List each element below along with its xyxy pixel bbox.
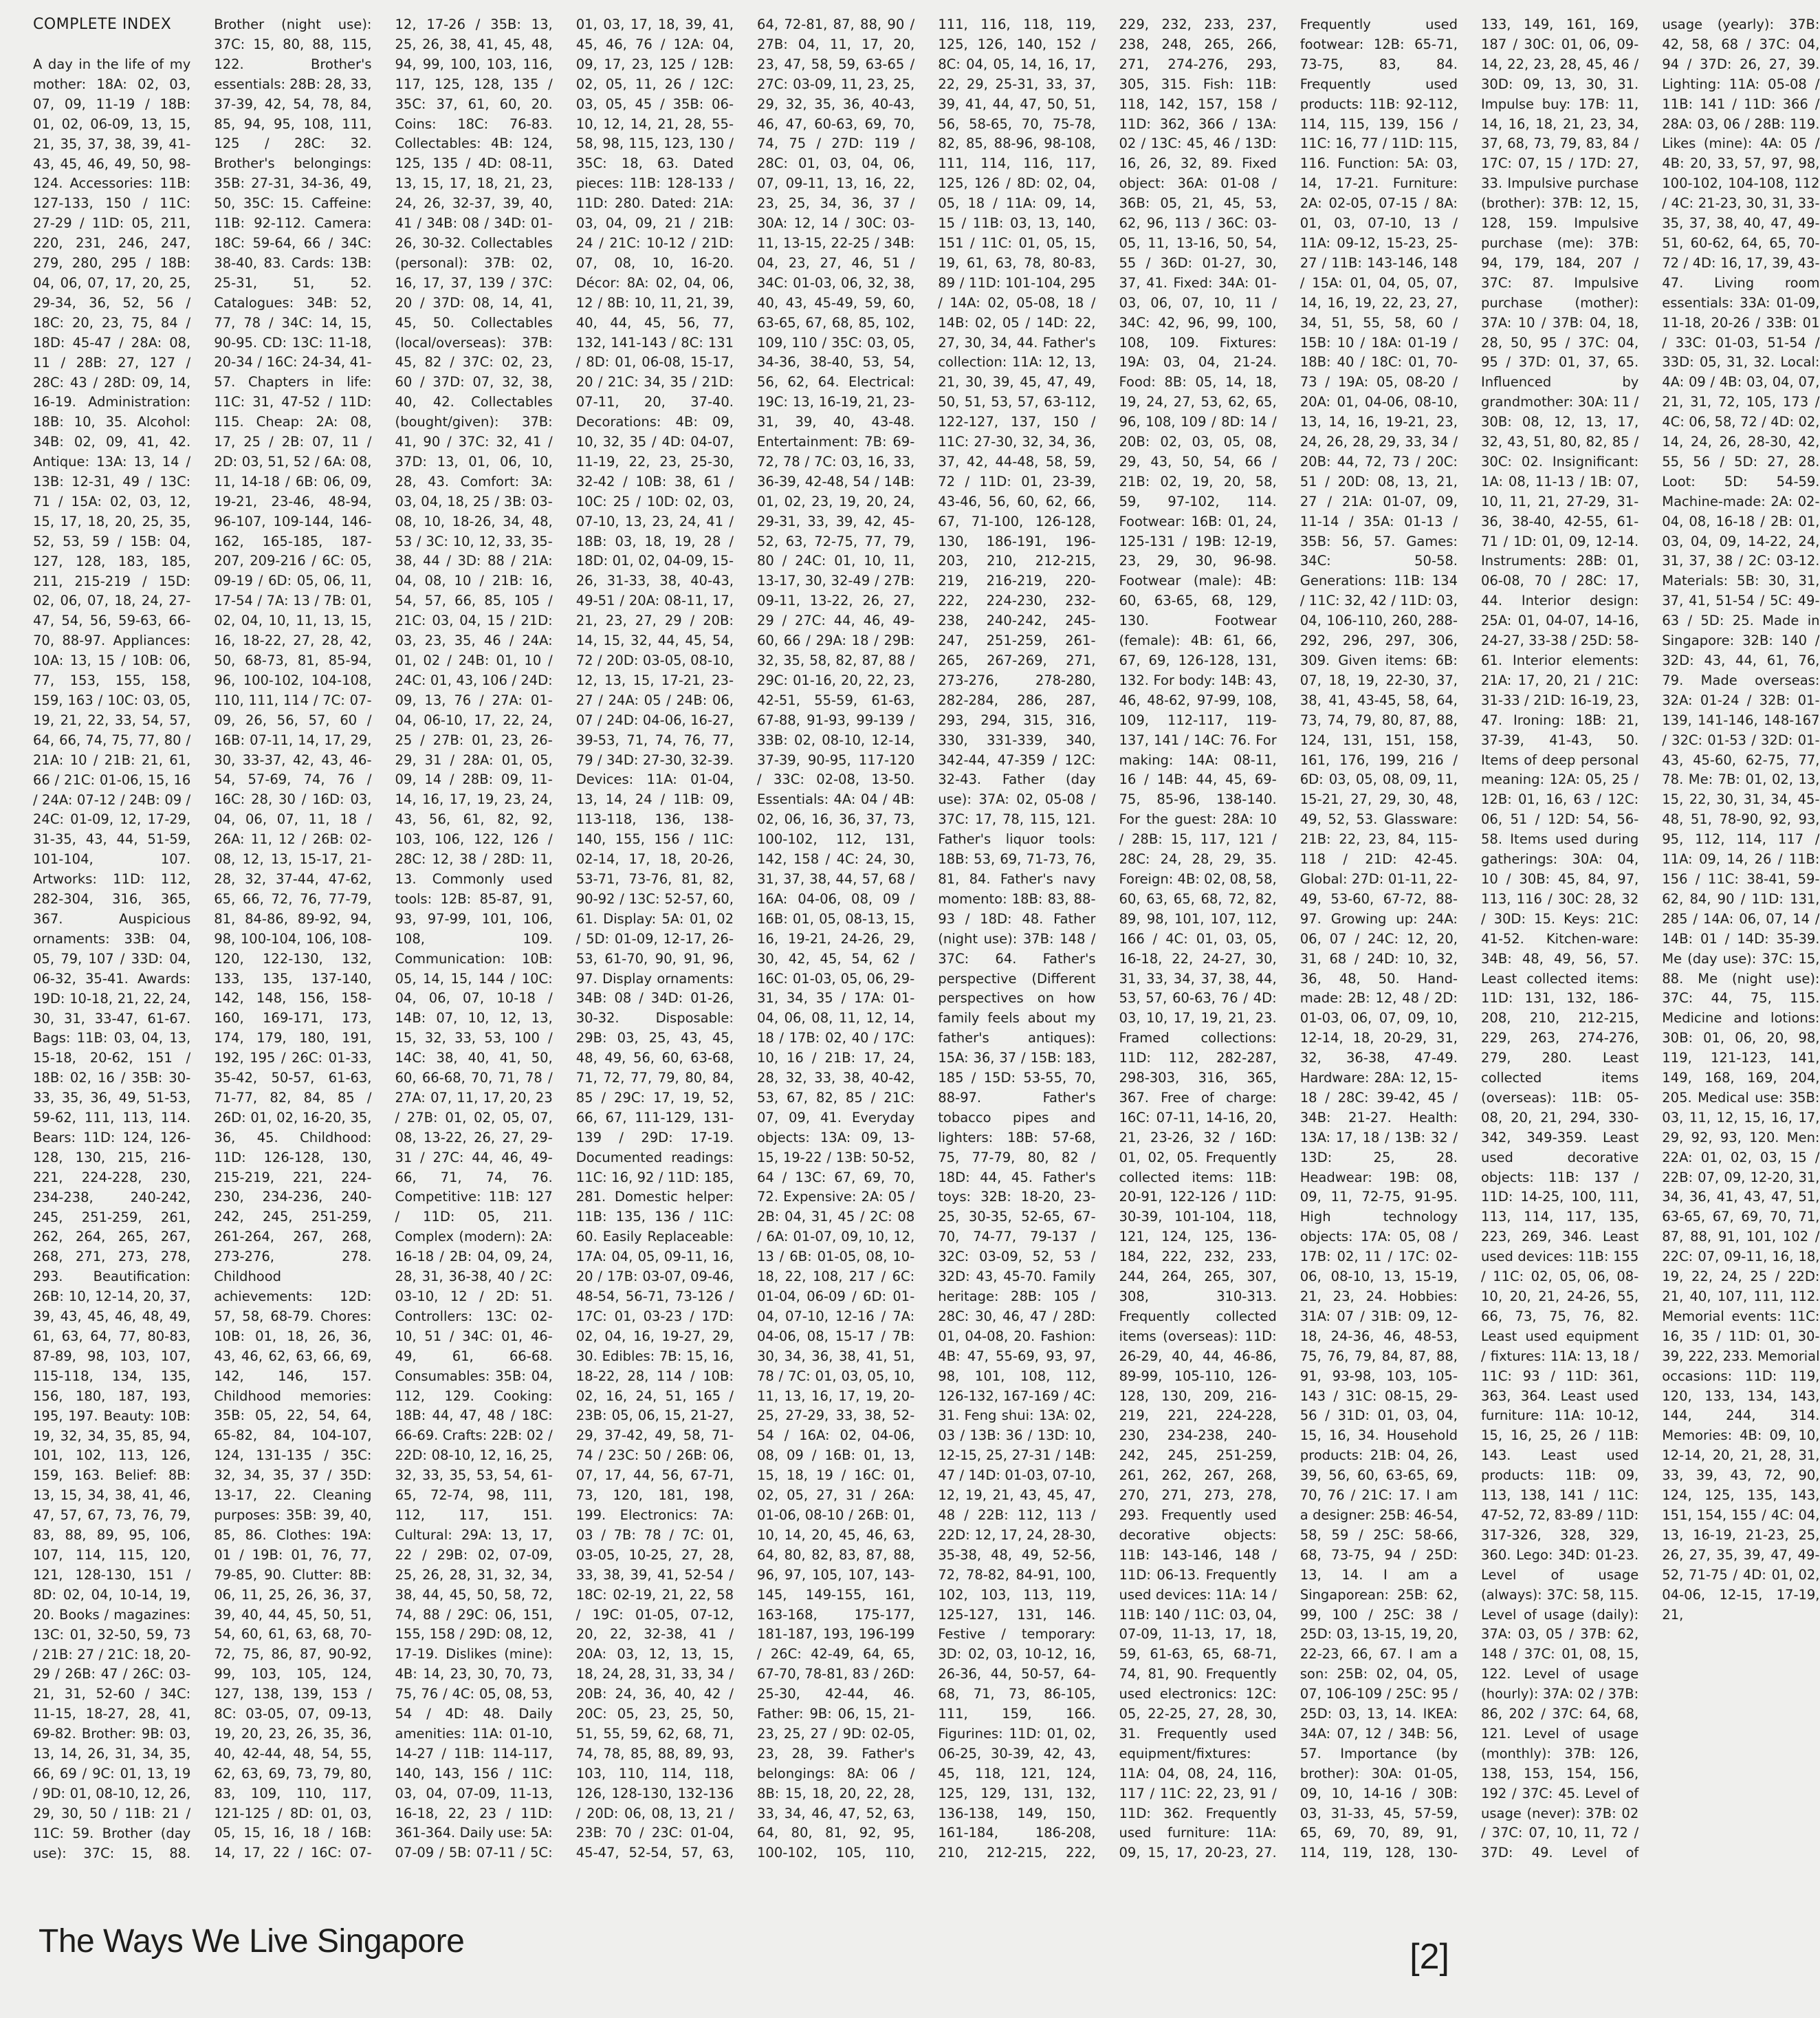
page-number: [2]	[1410, 1937, 1449, 1977]
index-heading: COMPLETE INDEX	[33, 16, 172, 33]
complete-index	[33, 15, 1820, 1865]
index-entries: A day in the life of my mother: 18A: 02, 03, 07, 09, 11-19 / 18B: 01, 02, 06-09, 13, 15, 21, 35, 37, 38, 39, 41-43, 45, 46, 49, 50, 98-124. Accessories: 11B: 127-133, 150 / 11C: 27-29 / 11D: 05, 211, 220, 231, 246, 247, 279, 280, 295 / 18B: 04, 06, 07, 17, 20, 25, 29-34, 36, 52, 56 / 18C: 20, 23, 75, 84 / 18D: 45-47 / 28A: 08, 11 / 28B: 27, 127 / 28C: 43 / 28D: 09, 14, 16-19. Administration: 18B: 10, 35. Alcohol: 34B: 02, 09, 41, 42. Antique: 13A: 13, 14 / 13B: 12-31, 49 / 13C: 71 / 15A: 02, 03, 12, 15, 17, 18, 20, 25, 35, 52, 53, 59 / 15B: 04, 127, 128, 183, 185, 211, 215-219 / 15D: 02, 06, 07, 18, 24, 27-47, 54, 56, 59-63, 66-70, 88-97. Appliances: 10A: 13, 15 / 10B: 06, 77, 153, 155, 158, 159, 163 / 10C: 03, 05, 19, 21, 22, 33, 54, 57, 64, 66, 74, 75, 77, 80 / 21A: 10 / 21B: 21, 61, 66 / 21C: 01-06, 15, 16 / 24A: 07-12 / 24B: 09 / 24C: 01-09, 12, 17-29, 31-35, 43, 44, 51-59, 101-104, 107. Artworks: 11D: 112, 282-304, 316, 365, 367. Auspicious ornaments: 33B: 04, 05, 79, 107 / 33D: 04, 06-32, 35-41. Awards: 19D: 10-18, 21, 22, 24, 30, 31, 33-47, 61-67. Bags: 11B: 03, 04, 13, 15-18, 20-62, 151 / 18B: 02, 16 / 35B: 30-33, 35, 36, 49, 51-53, 59-62, 111, 113, 114. Bears: 11D: 124, 126-128, 130, 215, 216-221, 224-228, 230, 234-238, 240-242, 245, 251-259, 261, 262, 264, 265, 267, 268, 271, 273, 278, 293. Beautification: 26B: 10, 12-14, 20, 37, 39, 43, 45, 46, 48, 49, 61, 63, 64, 77, 80-83, 87-89, 98, 103, 107, 115-118, 134, 135, 156, 180, 187, 193, 195, 197. Beauty: 10B: 19, 32, 34, 35, 85, 94, 101, 102, 113, 126, 159, 163. Belief: 8B: 13, 15, 34, 38, 41, 46, 47, 57, 67, 73, 76, 79, 83, 88, 89, 95, 106, 107, 114, 115, 120, 121, 128-130, 151 / 8D: 02, 04, 10-14, 19, 20. Books / magazines: 13C: 01, 32-50, 59, 73 / 21B: 27 / 21C: 18, 20-29 / 26B: 47 / 26C: 03-21, 31, 52-60 / 34C: 11-15, 18-27, 28, 41, 69-82. Brother: 9B: 03, 13, 14, 26, 31, 34, 35, 66, 69 / 9C: 01, 13, 19 / 9D: 01, 08-10, 12, 26, 29, 30, 50 / 11B: 21 / 11C: 59. Brother (day use): 37C: 15, 88. Brother (night use): 37C: 15, 80, 88, 115, 122. Brother's essentials: 28B: 28, 33, 37-39, 42, 54, 78, 84, 85, 94, 95, 108, 111, 125 / 28C: 32. Brother's belongings: 35B: 27-31, 34-36, 49, 50, 35C: 15. Caffeine: 11B: 92-112. Camera: 18C: 59-64, 66 / 34C: 38-40, 83. Cards: 13B: 25-31, 51, 52. Catalogues: 34B: 52, 77, 78 / 34C: 14, 15, 90-95. CD: 13C: 11-18, 20-34 / 16C: 24-34, 41-57. Chapters in life: 11C: 31, 47-52 / 11D: 115. Cheap: 2A: 08, 17, 25 / 2B: 07, 11 / 2D: 03, 51, 52 / 6A: 08, 11, 14-18 / 6B: 06, 09, 19-21, 23-46, 48-94, 96-107, 109-144, 146-162, 165-185, 187-207, 209-216 / 6C: 05, 09-19 / 6D: 05, 06, 11, 17-54 / 7A: 13 / 7B: 01, 02, 04, 10, 11, 13, 15, 16, 18-22, 27, 28, 42, 50, 68-73, 81, 85-94, 96, 100-102, 104-108, 110, 111, 114 / 7C: 07-09, 26, 56, 57, 60 / 16B: 07-11, 14, 17, 29, 30, 33-37, 42, 43, 46-54, 57-69, 74, 76 / 16C: 28, 30 / 16D: 03, 04, 06, 07, 11, 18 / 26A: 11, 12 / 26B: 02-08, 12, 13, 15-17, 21-28, 32, 37-44, 47-62, 65, 66, 72, 76, 77-79, 81, 84-86, 89-92, 94, 98, 100-104, 106, 108-120, 122-130, 132, 133, 135, 137-140, 142, 148, 156, 158-160, 169-171, 173, 174, 179, 180, 191, 192, 195 / 26C: 01-33, 35-42, 50-57, 61-63, 71-77, 82, 84, 85 / 26D: 01, 02, 16-20, 35, 36, 45. Childhood: 11D: 126-128, 130, 215-219, 221, 224-230, 234-236, 240-242, 245, 251-259, 261-264, 267, 268, 273-276, 278. Childhood achievements: 12D: 57, 58, 68-79. Chores: 10B: 01, 18, 26, 36, 43, 46, 62, 63, 66, 69, 142, 146, 157. Childhood memories: 35B: 05, 22, 54, 64, 65-82, 84, 104-107, 124, 131-135 / 35C: 32, 34, 35, 37 / 35D: 13-17, 22. Cleaning purposes: 35B: 39, 40, 85, 86. Clothes: 19A: 01 / 19B: 01, 76, 77, 79-85, 90. Clutter: 8B: 06, 11, 25, 26, 36, 37, 39, 40, 44, 45, 50, 51, 54, 60, 61, 63, 68, 70-72, 75, 86, 87, 90-92, 99, 103, 105, 124, 127, 138, 139, 153 / 8C: 03-05, 07, 09-13, 19, 20, 23, 26, 35, 36, 40, 42-44, 48, 54, 55, 62, 63, 69, 73, 79, 80, 83, 109, 110, 117, 121-125 / 8D: 01, 03, 05, 15, 16, 18 / 16B: 14, 17, 22 / 16C: 07-12, 17-26 / 35B: 13, 25, 26, 38, 41, 45, 48, 94, 99, 100, 103, 116, 117, 125, 128, 135 / 35C: 37, 61, 60, 20. Coins: 18C: 76-83. Collectables: 4B: 124, 125, 135 / 4D: 08-11, 13, 15, 17, 18, 21, 23, 24, 26, 32-37, 39, 40, 41 / 34B: 08 / 34D: 01-26, 30-32. Collectables (personal): 37B: 02, 16, 17, 37, 139 / 37C: 20 / 37D: 08, 14, 41, 45, 50. Collectables (local/overseas): 37B: 45, 82 / 37C: 02, 23, 60 / 37D: 07, 32, 38, 40, 42. Collectables (bought/given): 37B: 41, 90 / 37C: 32, 41 / 37D: 13, 01, 06, 10, 28, 43. Comfort: 3A: 03, 04, 18, 25 / 3B: 03-08, 10, 18-26, 34, 48, 53 / 3C: 10, 12, 33, 35-38, 44 / 3D: 88 / 21A: 04, 08, 10 / 21B: 16, 54, 57, 66, 85, 105 / 21C: 03, 04, 15 / 21D: 03, 23, 35, 46 / 24A: 01, 02 / 24B: 01, 10 / 24C: 01, 43, 106 / 24D: 09, 13, 76 / 27A: 01-04, 06-10, 17, 22, 24, 25 / 27B: 01, 23, 26-29, 31 / 28A: 01, 05, 09, 14 / 28B: 09, 11-14, 16, 17, 19, 23, 24, 43, 56, 61, 82, 92, 103, 106, 122, 126 / 28C: 12, 38 / 28D: 11, 13. Commonly used tools: 12B: 85-87, 91, 93, 97-99, 101, 106, 108, 109. Communication: 10B: 05, 14, 15, 144 / 10C: 04, 06, 07, 10-18 / 14B: 07, 10, 12, 13, 15, 32, 33, 53, 100 / 14C: 38, 40, 41, 50, 60, 66-68, 70, 71, 78 / 27A: 07, 11, 17, 20, 23 / 27B: 01, 02, 05, 07, 08, 13-22, 26, 27, 29-31 / 27C: 44, 46, 49-66, 71, 74, 76. Competitive: 11B: 127 / 11D: 05, 211. Complex (modern): 2A: 16-18 / 2B: 04, 09, 24, 28, 31, 36-38, 40 / 2C: 03-10, 12 / 2D: 51. Controllers: 13C: 02-10, 51 / 34C: 01, 46-49, 61, 66-68. Consumables: 35B: 04, 112, 129. Cooking: 18B: 44, 47, 48 / 18C: 66-69. Crafts: 22B: 02 / 22D: 08-10, 12, 16, 25, 32, 33, 35, 53, 54, 61-65, 72-74, 98, 111, 112, 117, 151. Cultural: 29A: 13, 17, 22 / 29B: 02, 07-09, 25, 26, 28, 31, 32, 34, 38, 44, 45, 50, 58, 72, 74, 88 / 29C: 06, 151, 155, 158 / 29D: 08, 12, 17-19. Dislikes (mine): 4B: 14, 23, 30, 70, 73, 75, 76 / 4C: 05, 08, 53, 54 / 4D: 48. Daily amenities: 11A: 01-10, 14-27 / 11B: 114-117, 140, 143, 156 / 11C: 03, 04, 07-09, 11-13, 16-18, 22, 23 / 11D: 361-364. Daily use: 5A: 07-09 / 5B: 07-11 / 5C: 01, 03, 17, 18, 39, 41, 45, 46, 76 / 12A: 04, 09, 17, 23, 125 / 12B: 02, 05, 11, 26 / 12C: 03, 05, 45 / 35B: 06-10, 12, 14, 21, 28, 55-58, 98, 115, 123, 130 / 35C: 18, 63. Dated pieces: 11B: 128-133 / 11D: 280. Dated: 21A: 03, 04, 09, 21 / 21B: 24 / 21C: 10-12 / 21D: 07, 08, 10, 16-20. Décor: 8A: 02, 04, 06, 12 / 8B: 10, 11, 21, 39, 40, 44, 45, 56, 77, 132, 141-143 / 8C: 131 / 8D: 01, 06-08, 15-17, 20 / 21C: 34, 35 / 21D: 07-11, 20, 37-40. Decorations: 4B: 09, 10, 32, 35 / 4D: 04-07, 11-19, 22, 23, 25-30, 32-42 / 10B: 38, 61 / 10C: 25 / 10D: 02, 03, 07-10, 13, 23, 24, 41 / 18B: 03, 18, 19, 28 / 18D: 01, 02, 04-09, 15-26, 31-33, 38, 40-43, 49-51 / 20A: 08-11, 17, 21, 23, 27, 29 / 20B: 14, 15, 32, 44, 45, 54, 72 / 20D: 03-05, 08-10, 12, 13, 15, 17-21, 23-27 / 24A: 05 / 24B: 06, 07 / 24D: 04-06, 16-27, 39-53, 71, 74, 76, 77, 79 / 34D: 27-30, 32-39. Devices: 11A: 01-04, 13, 14, 24 / 11B: 09, 113-118, 136, 138-140, 155, 156 / 11C: 02-14, 17, 18, 20-26, 53-71, 73-76, 81, 82, 90-92 / 13C: 52-57, 60, 61. Display: 5A: 01, 02 / 5D: 01-09, 12-17, 26-53, 61-70, 90, 91, 96, 97. Display ornaments: 34B: 08 / 34D: 01-26, 30-32. Disposable: 29B: 03, 25, 43, 45, 48, 49, 56, 60, 63-68, 71, 72, 77, 79, 80, 84, 85 / 29C: 17, 19, 52, 66, 67, 111-129, 131-139 / 29D: 17-19. Documented readings: 11C: 16, 92 / 11D: 185, 281. Domestic helper: 11B: 135, 136 / 11C: 60. Easily Replaceable: 17A: 04, 05, 09-11, 16, 20 / 17B: 03-07, 09-46, 48-54, 56-71, 73-126 / 17C: 01, 03-23 / 17D: 02, 04, 16, 19-27, 29, 30. Edibles: 7B: 15, 16, 18-22, 28, 114 / 10B: 02, 16, 24, 51, 165 / 23B: 05, 06, 15, 21-27, 29, 37-42, 49, 58, 71-74 / 23C: 50 / 26B: 06, 07, 17, 44, 56, 67-71, 73, 120, 181, 198, 199. Electronics: 7A: 03 / 7B: 78 / 7C: 01, 03-05, 10-25, 27, 28, 33, 38, 39, 41, 52-54 / 18C: 02-19, 21, 22, 58 / 19C: 01-05, 07-12, 20, 22, 32-38, 41 / 20A: 03, 12, 13, 15, 18, 24, 28, 31, 33, 34 / 20B: 24, 36, 40, 42 / 20C: 05, 23, 25, 50, 51, 55, 59, 62, 68, 71, 74, 78, 85, 88, 89, 93, 103, 110, 114, 118, 126, 128-130, 132-136 / 20D: 06, 08, 13, 21 / 23B: 70 / 23C: 01-04, 45-47, 52-54, 57, 63, 64, 72-81, 87, 88, 90 / 27B: 04, 11, 17, 20, 23, 47, 58, 59, 63-65 / 27C: 03-09, 11, 23, 25, 29, 32, 35, 36, 40-43, 46, 47, 60-63, 69, 70, 74, 75 / 27D: 119 / 28C: 01, 03, 04, 06, 07, 09-11, 13, 16, 22, 23, 25, 34, 36, 37 / 30A: 12, 14 / 30C: 03-11, 13-15, 22-25 / 34B: 04, 23, 27, 46, 51 / 34C: 01-03, 06, 32, 38, 40, 43, 45-49, 59, 60, 63-65, 67, 68, 85, 102, 109, 110 / 35C: 03, 05, 34-36, 38-40, 53, 54, 56, 62, 64. Electrical: 19C: 13, 16-19, 21, 23-31, 39, 40, 43-48. Entertainment: 7B: 69-72, 78 / 7C: 03, 16, 33, 36-39, 42-48, 54 / 14B: 01, 02, 23, 19, 20, 24, 29-31, 33, 39, 42, 45-52, 63, 72-75, 77, 79, 80 / 24C: 01, 10, 11, 13-17, 30, 32-49 / 27B: 09-11, 13-22, 26, 27, 29 / 27C: 44, 46, 49-60, 66 / 29A: 18 / 29B: 32, 35, 58, 82, 87, 88 / 29C: 01-16, 20, 22, 23, 42-51, 55-59, 61-63, 67-88, 91-93, 99-139 / 33B: 02, 08-10, 12-14, 37-39, 90-95, 117-120 / 33C: 02-08, 13-50. Essentials: 4A: 04 / 4B: 02, 06, 16, 36, 37, 73, 100-102, 112, 131, 142, 158 / 4C: 24, 30, 31, 37, 38, 44, 57, 68 / 16A: 04-06, 08, 09 / 16B: 01, 05, 08-13, 15, 16, 19-21, 24-26, 29, 30, 42, 45, 54, 62 / 16C: 01-03, 05, 06, 29-31, 34, 35 / 17A: 01-04, 06, 08, 11, 12, 14, 18 / 17B: 02, 40 / 17C: 10, 16 / 21B: 17, 24, 28, 32, 33, 38, 40-42, 53, 67, 82, 85 / 21C: 07, 09, 41. Everyday objects: 13A: 09, 13-15, 19-22 / 13B: 50-52, 64 / 13C: 67, 69, 70, 72. Expensive: 2A: 05 / 2B: 04, 31, 45 / 2C: 08 / 6A: 01-07, 09, 10, 12, 13 / 6B: 01-05, 08, 10-18, 22, 108, 217 / 6C: 01-04, 06-09 / 6D: 01-04, 07-10, 12-16 / 7A: 04-06, 08, 15-17 / 7B: 30, 34, 36, 38, 41, 51, 78 / 7C: 01, 03, 05, 10, 11, 13, 16, 17, 19, 20-25, 27-29, 33, 38, 52-54 / 16A: 02, 04-06, 08, 09 / 16B: 01, 13, 15, 18, 19 / 16C: 01, 02, 05, 27, 31 / 26A: 01-06, 08-10 / 26B: 01, 10, 14, 20, 45, 46, 63, 64, 80, 82, 83, 87, 88, 96, 97, 105, 107, 143-145, 149-155, 161, 163-168, 175-177, 181-187, 193, 196-199 / 26C: 42-49, 64, 65, 67-70, 78-81, 83 / 26D: 25-30, 42-44, 46. Father: 9B: 06, 15, 21-23, 25, 27 / 9D: 02-05, 23, 28, 39. Father's belongings: 8A: 06 / 8B: 15, 18, 20, 22, 28, 33, 34, 46, 47, 52, 63, 64, 80, 81, 92, 95, 100-102, 105, 110, 111, 116, 118, 119, 125, 126, 140, 152 / 8C: 04, 05, 14, 16, 17, 22, 29, 25-31, 33, 37, 39, 41, 44, 47, 50, 51, 56, 58-65, 70, 75-78, 82, 85, 88-96, 98-108, 111, 114, 116, 117, 125, 126 / 8D: 02, 04, 05, 18 / 11A: 09, 14, 15 / 11B: 03, 13, 140, 151 / 11C: 01, 05, 15, 19, 61, 63, 78, 80-83, 89 / 11D: 101-104, 295 / 14A: 02, 05-08, 18 / 14B: 02, 05 / 14D: 22, 27, 30, 34, 44. Father's collection: 11A: 12, 13, 21, 30, 39, 45, 47, 49, 50, 51, 53, 57, 63-112, 122-127, 137, 150 / 11C: 27-30, 32, 34, 36, 37, 42, 44-48, 58, 59, 72 / 11D: 01, 23-39, 43-46, 56, 60, 62, 66, 67, 71-100, 126-128, 130, 186-191, 196-203, 210, 212-215, 219, 216-219, 220-222, 224-230, 232-238, 240-242, 245-247, 251-259, 261-265, 267-269, 271, 273-276, 278-280, 282-284, 286, 287, 293, 294, 315, 316, 330, 331-339, 340, 342-44, 47-359 / 12C: 32-43. Father (day use): 37A: 02, 05-08 / 37C: 17, 78, 115, 121. Father's liquor tools: 18B: 53, 69, 71-73, 76, 81, 84. Father's navy momento: 18B: 83, 88-93 / 18D: 48. Father (night use): 37B: 148 / 37C: 64. Father's perspective (Different perspectives on how family feels about my father's antiques): 15A: 36, 37 / 15B: 183, 185 / 15D: 53-55, 70, 88-97. Father's tobacco pipes and lighters: 18B: 57-68, 75, 77-79, 80, 82 / 18D: 44, 45. Father's toys: 32B: 18-20, 23-25, 30-35, 52-65, 67-70, 74-77, 79-137 / 32C: 03-09, 52, 53 / 32D: 43, 45-70. Family heritage: 28B: 105 / 28C: 30, 46, 47 / 28D: 01, 04-08, 20. Fashion: 4B: 47, 55-69, 93, 97, 98, 101, 108, 112, 126-132, 167-169 / 4C: 31. Feng shui: 13A: 02, 03 / 13B: 36 / 13D: 10, 12-15, 25, 27-31 / 14B: 47 / 14D: 01-03, 07-10, 12, 19, 21, 43, 45, 47, 48 / 22B: 112, 113 / 22D: 12, 17, 24, 28-30, 35-38, 48, 49, 52-56, 72, 78-82, 84-91, 100, 102, 103, 113, 119, 125-127, 131, 146. Festive / temporary: 3D: 02, 03, 10-12, 16, 26-36, 44, 50-57, 64-68, 71, 73, 86-105, 111, 159, 166. Figurines: 11D: 01, 02, 06-25, 30-39, 42, 43, 45, 118, 121, 124, 125, 129, 131, 132, 136-138, 149, 150, 161-184, 186-208, 210, 212-215, 222, 229, 232, 233, 237, 238, 248, 265, 266, 271, 274-276, 293, 305, 315. Fish: 11B: 118, 142, 157, 158 / 11D: 362, 366 / 13A: 02 / 13C: 45, 46 / 13D: 16, 26, 32, 89. Fixed object: 36A: 01-08 / 36B: 05, 21, 45, 53, 62, 96, 113 / 36C: 03-05, 11, 13-16, 50, 54, 55 / 36D: 01-27, 30, 37, 41. Fixed: 34A: 01-03, 06, 07, 10, 11 / 34C: 42, 96, 99, 100, 108, 109. Fixtures: 19A: 03, 04, 21-24. Food: 8B: 05, 14, 18, 19, 24, 27, 53, 62, 65, 96, 108, 109 / 8D: 14 / 20B: 02, 03, 05, 08, 29, 43, 50, 54, 66 / 21B: 02, 19, 20, 58, 59, 97-102, 114. Footwear: 16B: 01, 24, 125-131 / 19B: 12-19, 23, 29, 30, 96-98. Footwear (male): 4B: 60, 63-65, 68, 129, 130. Footwear (female): 4B: 61, 66, 67, 69, 126-128, 131, 132. For body: 14B: 43, 46, 48-62, 97-99, 108, 109, 112-117, 119-137, 141 / 14C: 76. For making: 14A: 08-11, 16 / 14B: 44, 45, 69-75, 85-96, 138-140. For the guest: 28A: 10 / 28B: 15, 117, 121 / 28C: 24, 28, 29, 35. Foreign: 4B: 02, 08, 58, 60, 63, 65, 68, 72, 82, 89, 98, 101, 107, 112, 166 / 4C: 01, 03, 05, 16-18, 22, 24-27, 30, 31, 33, 34, 37, 38, 44, 53, 57, 60-63, 76 / 4D: 03, 10, 17, 19, 21, 23. Framed collections: 11D: 112, 282-287, 298-303, 316, 365, 367. Free of charge: 16C: 07-11, 14-16, 20, 21, 23-26, 32 / 16D: 01, 02, 05. Frequently collected items: 11B: 20-91, 122-126 / 11D: 30-39, 101-104, 118, 121, 124, 125, 136-184, 222, 232, 233, 244, 264, 265, 307, 308, 310-313. Frequently collected items (overseas): 11D: 26-29, 40, 44, 46-86, 89-99, 105-110, 126-128, 130, 209, 216-219, 221, 224-228, 230, 234-238, 240-242, 245, 251-259, 261, 262, 267, 268, 270, 271, 273, 278, 293. Frequently used decorative objects: 11B: 143-146, 148 / 11D: 06-13. Frequently used devices: 11A: 14 / 11B: 140 / 11C: 03, 04, 07-09, 11-13, 17, 18, 59, 61-63, 65, 68-71, 74, 81, 90. Frequently used electronics: 12C: 05, 22-25, 27, 28, 30, 31. Frequently used equipment/fixtures: 11A: 04, 08, 24, 116, 117 / 11C: 22, 23, 91 / 11D: 362. Frequently used furniture: 11A: 09, 15, 17, 20-23, 27. Frequently used footwear: 12B: 65-71, 73-75, 83, 84. Frequently used products: 11B: 92-112, 114, 115, 139, 156 / 11C: 16, 77 / 11D: 115, 116. Function: 5A: 03, 14, 17-21. Furniture: 2A: 02-05, 07-15 / 8A: 01, 03, 07-10, 13 / 11A: 09-12, 15-23, 25-27 / 11B: 143-146, 148 / 15A: 01, 04, 05, 07, 14, 16, 19, 22, 23, 27, 34, 51, 55, 58, 60 / 15B: 10 / 18A: 01-19 / 18B: 40 / 18C: 01, 70-73 / 19A: 05, 08-20 / 20A: 01, 04-06, 08-10, 13, 14, 16, 19-21, 23, 24, 26, 28, 29, 33, 34 / 20B: 44, 72, 73 / 20C: 51 / 20D: 08, 13, 21, 27 / 21A: 01-07, 09, 11-14 / 35A: 01-13 / 35B: 56, 57. Games: 34C: 50-58. Generations: 11B: 134 / 11C: 32, 42 / 11D: 03, 04, 106-110, 260, 288-292, 296, 297, 306, 309. Given items: 6B: 07, 18, 19, 22-30, 37, 38, 41, 43-45, 58, 64, 73, 74, 79, 80, 87, 88, 124, 131, 151, 158, 161, 176, 199, 216 / 6D: 03, 05, 08, 09, 11, 15-21, 27, 29, 30, 48, 49, 52, 53. Glassware: 21B: 22, 23, 84, 115-118 / 21D: 42-45. Global: 27D: 01-11, 22-49, 53-60, 67-72, 88-97. Growing up: 24A: 06, 07 / 24C: 12, 20, 31, 68 / 24D: 10, 32, 36, 48, 50. Hand-made: 2B: 12, 48 / 2D: 01-03, 06, 07, 09, 10, 12-14, 18, 20-29, 31, 32, 36-38, 47-49. Hardware: 28A: 12, 15-18 / 28C: 39-42, 45 / 34B: 21-27. Health: 13A: 17, 18 / 13B: 32 / 13D: 25, 28. Headwear: 19B: 08, 09, 11, 72-75, 91-95. High technology objects: 17A: 05, 08 / 17B: 02, 11 / 17C: 02-06, 08-10, 13, 15-19, 21, 23, 24. Hobbies: 31A: 07 / 31B: 09, 12-18, 24-36, 46, 48-53, 75, 76, 79, 84, 87, 88, 91, 93-98, 103, 105-143 / 31C: 08-15, 29-56 / 31D: 01, 03, 04, 15, 16, 34. Household products: 21B: 04, 26, 39, 56, 60, 63-65, 69, 70, 76 / 21C: 17. I am a designer: 25B: 46-54, 58, 59 / 25C: 58-66, 68, 73-75, 94 / 25D: 13, 14. I am a Singaporean: 25B: 62, 99, 100 / 25C: 38 / 25D: 03, 13-15, 19, 20, 22-23, 66, 67. I am a son: 25B: 02, 04, 05, 07, 106-109 / 25C: 95 / 25D: 03, 13, 14. IKEA: 34A: 07, 12 / 34B: 56, 57. Importance (by brother): 30A: 01-05, 09, 10, 14-16 / 30B: 03, 31-33, 45, 57-59, 65, 69, 70, 89, 91, 114, 119, 128, 130-133, 149, 161, 169, 187 / 30C: 01, 06, 09-14, 22, 23, 28, 45, 46 / 30D: 09, 13, 30, 31. Impulse buy: 17B: 11, 14, 16, 18, 21, 23, 34, 37, 68, 73, 79, 83, 84 / 17C: 07, 15 / 17D: 27, 33. Impulsive purchase (brother): 37B: 12, 15, 128, 159. Impulsive purchase (me): 37B: 94, 179, 184, 207 / 37C: 87. Impulsive purchase (mother): 37A: 10 / 37B: 04, 18, 28, 50, 95 / 37C: 04, 95 / 37D: 01, 37, 65. Influenced by grandmother: 30A: 11 / 30B: 08, 12, 13, 17, 32, 43, 51, 80, 82, 85 / 30C: 02. Insignificant: 1A: 08, 11-13 / 1B: 07, 10, 11, 21, 27-29, 31-36, 38-40, 42-55, 61-71 / 1D: 01, 09, 12-14. Instruments: 28B: 01, 06-08, 70 / 28C: 17, 44. Interior design: 25A: 01, 04-07, 14-16, 24-27, 33-38 / 25D: 58-61. Interior elements: 21A: 17, 20, 21 / 21C: 31-33 / 21D: 16-19, 23, 47. Ironing: 18B: 21, 37-39, 41-43, 50. Items of deep personal meaning: 12A: 05, 25 / 12B: 01, 16, 63 / 12C: 06, 51 / 12D: 54, 56-58. Items used during gatherings: 30A: 04, 10 / 30B: 45, 84, 97, 113, 116 / 30C: 28, 32 / 30D: 15. Keys: 21C: 41-52. Kitchen-ware: 34B: 48, 49, 56, 57. Least collected items: 11D: 131, 132, 186-208, 210, 212-215, 229, 263, 274-276, 279, 280. Least collected items (overseas): 11B: 05-08, 20, 21, 294, 330-342, 349-359. Least used decorative objects: 11B: 137 / 11D: 14-25, 100, 111, 113, 114, 117, 135, 223, 269, 346. Least used devices: 11B: 155 / 11C: 02, 05, 06, 08-10, 20, 21, 24-26, 55, 66, 73, 75, 76, 82. Least used equipment / fixtures: 11A: 13, 18 / 11C: 93 / 11D: 361, 363, 364. Least used furniture: 11A: 10-12, 15, 16, 25, 26 / 11B: 143. Least used products: 11B: 09, 113, 138, 141 / 11C: 47-52, 72, 83-89 / 11D: 317-326, 328, 329, 360. Lego: 34D: 01-23. Level of usage (always): 37C: 58, 115. Level of usage (daily): 37A: 03, 05 / 37B: 62, 148 / 37C: 01, 08, 15, 122. Level of usage (hourly): 37A: 02 / 37B: 86, 202 / 37C: 64, 68, 121. Level of usage (monthly): 37B: 126, 138, 153, 154, 156, 192 / 37C: 45. Level of usage (never): 37B: 02 / 37C: 07, 10, 11, 72 / 37D: 49. Level of usage (yearly): 37B: 42, 58, 68 / 37C: 04, 94 / 37D: 26, 27, 39. Lighting: 11A: 05-08 / 11B: 141 / 11D: 366 / 28A: 03, 06 / 28B: 119. Likes (mine): 4A: 05 / 4B: 20, 33, 57, 97, 98, 100-102, 104-108, 112 / 4C: 21-23, 30, 31, 33-35, 37, 38, 40, 47, 49-51, 60-62, 64, 65, 70-72 / 4D: 16, 17, 39, 43-47. Living room essentials: 33A: 01-09, 11-18, 20-26 / 33B: 01 / 33C: 01-03, 51-54 / 33D: 05, 31, 32. Local: 4A: 09 / 4B: 03, 04, 07, 21, 31, 72, 105, 173 / 4C: 06, 58, 72 / 4D: 02, 14, 24, 26, 28-30, 42, 55, 56 / 5D: 27, 28. Loot: 5D: 54-59. Machine-made: 2A: 02-04, 08, 16-18 / 2B: 01, 03, 04, 09, 14-22, 24, 31, 37, 38 / 2C: 03-12. Materials: 5B: 30, 31, 37, 41, 51-54 / 5C: 49-63 / 5D: 25. Made in Singapore: 32B: 140 / 32D: 43, 44, 61, 76, 79. Made overseas: 32A: 01-24 / 32B: 01-139, 141-146, 148-167 / 32C: 01-53 / 32D: 01-43, 45-60, 62-75, 77, 78. Me: 7B: 01, 02, 13, 15, 22, 30, 31, 34, 45-48, 51, 78-90, 92, 93, 95, 112, 114, 117 / 11A: 09, 14, 26 / 11B: 156 / 11C: 38-41, 59-62, 84, 90 / 11D: 131, 285 / 14A: 06, 07, 14 / 14B: 01 / 14D: 35-39. Me (day use): 37C: 15, 88. Me (night use): 37C: 44, 75, 115. Medicine and lotions: 30B: 01, 06, 20, 98, 119, 121-123, 141, 149, 168, 169, 204, 205. Medical use: 35B: 03, 11, 12, 15, 16, 17, 29, 92, 93, 120. Men: 22A: 01, 02, 03, 15 / 22B: 07, 09, 12-20, 31, 34, 36, 41, 43, 47, 51, 63-65, 67, 69, 70, 71, 87, 88, 91, 101, 102 / 22C: 07, 09-11, 16, 18, 19, 22, 24, 25 / 22D: 21, 40, 107, 111, 112. Memorial events: 11C: 16, 35 / 11D: 01, 30-39, 222, 233. Memorial occasions: 11D: 119, 120, 133, 134, 143, 144, 244, 314. Memories: 4B: 09, 10, 12-14, 20, 21, 28, 31, 33, 39, 43, 72, 90, 124, 125, 135, 143, 151, 154, 155 / 4C: 04, 13, 16-19, 21-23, 25, 26, 27, 35, 39, 47, 49-52, 71-75 / 4D: 01, 02, 04-06, 12-15, 17-19, 21,	[33, 17, 1820, 1861]
publication-title: The Ways We Live Singapore	[39, 1923, 465, 1960]
